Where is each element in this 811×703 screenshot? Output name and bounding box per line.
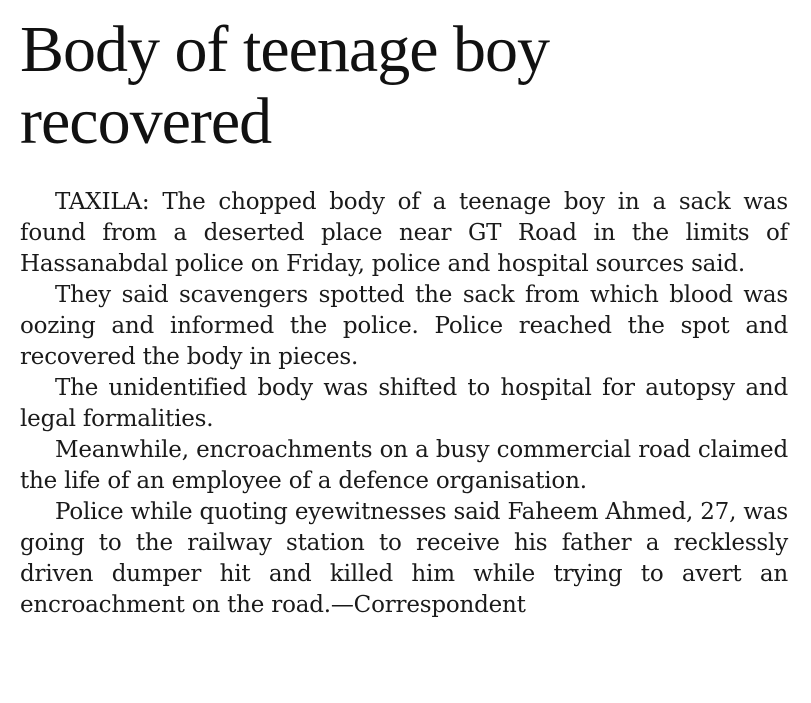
paragraph-5: Police while quoting eyewitnesses said Faheem Ahmed, 27, was going to the railway station to receive his father a recklessly driven dumper hit and killed him while trying to avert an encroachment on the road.—Correspondent — [20, 499, 788, 618]
paragraph-2: They said scavengers spotted the sack from which blood was oozing and informed the police. Police reached the spot and recovered the body in pieces. — [20, 282, 788, 370]
paragraph-4: Meanwhile, encroachments on a busy commercial road claimed the life of an employee of a defence organisation. — [20, 437, 788, 494]
headline: Body of teenage boy recovered — [20, 13, 550, 158]
paragraph-3: The unidentified body was shifted to hospital for autopsy and legal formalities. — [20, 375, 788, 432]
news-article — [20, 14, 788, 621]
paragraph-1: TAXILA: The chopped body of a teenage boy in a sack was found from a deserted place near GT Road in the limits of Hassanabdal police on Friday, police and hospital sources said. — [20, 189, 788, 277]
article-body — [20, 187, 788, 621]
